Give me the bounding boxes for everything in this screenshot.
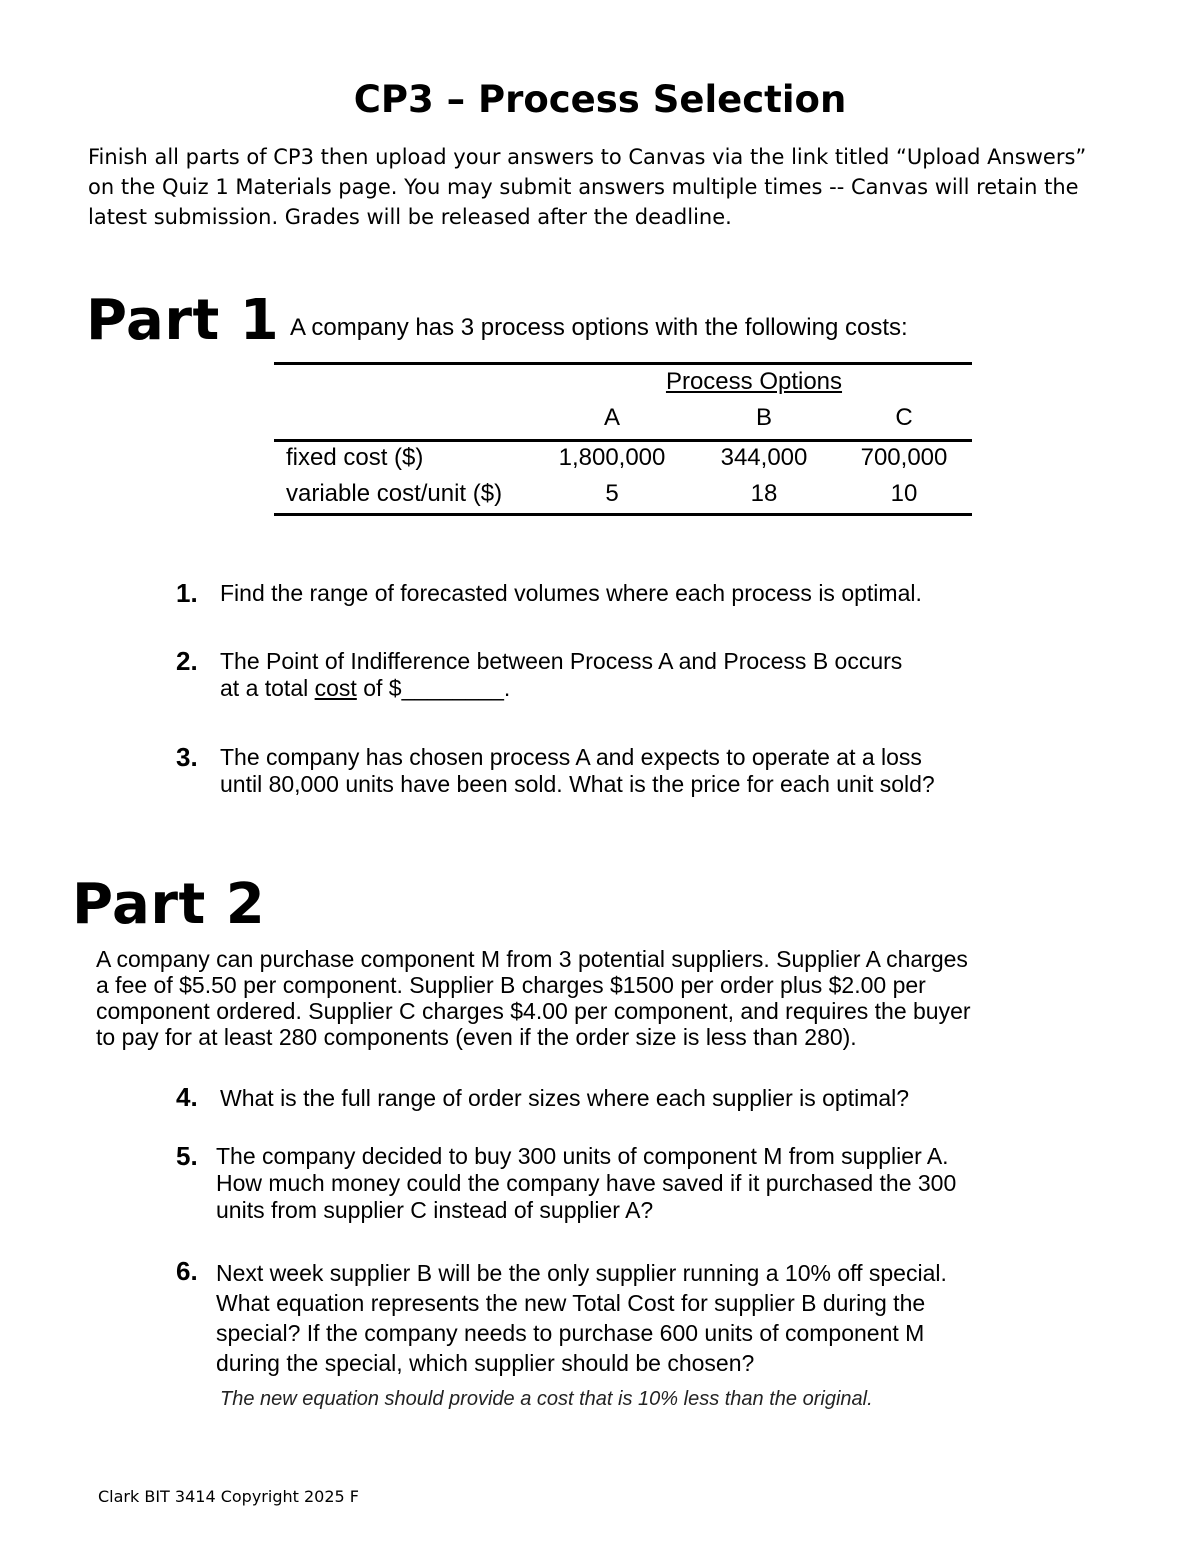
page-title: CP3 – Process Selection xyxy=(353,78,847,121)
question-number-2: 2. xyxy=(176,646,198,676)
instructions-paragraph: Finish all parts of CP3 then upload your answers to Canvas via the link titled “Upload Answers” on the Quiz 1 Materials page. You may submit answers multiple times -- Canvas will retain the latest submission. Grades will be released after the deadline. xyxy=(88,145,1087,229)
table-header-rule xyxy=(274,439,972,442)
variable-cost-a: 5 xyxy=(605,480,619,507)
fixed-cost-a: 1,800,000 xyxy=(558,444,666,471)
question-6-line: during the special, which supplier should be chosen? xyxy=(216,1350,755,1376)
question-5-text xyxy=(216,1143,956,1224)
column-header-c: C xyxy=(895,404,913,431)
question-6-hint: The new equation should provide a cost that is 10% less than the original. xyxy=(220,1388,873,1410)
part1-heading: Part 1 xyxy=(86,288,280,353)
part1-lead-text: A company has 3 process options with the following costs: xyxy=(290,314,908,341)
part2-lead-text xyxy=(96,946,1096,1050)
question-3-text xyxy=(220,744,935,798)
question-2-line1: The Point of Indifference between Process A and Process B occurs xyxy=(220,648,903,674)
question-2-line2 xyxy=(220,675,902,702)
fixed-cost-b: 344,000 xyxy=(720,444,808,471)
question-3-line1: The company has chosen process A and expects to operate at a loss xyxy=(220,744,922,770)
variable-cost-b: 18 xyxy=(750,480,778,507)
question-6-line: special? If the company needs to purchase 600 units of component M xyxy=(216,1320,925,1346)
question-6-line: Next week supplier B will be the only supplier running a 10% off special. xyxy=(216,1260,947,1286)
table-bottom-rule xyxy=(274,513,972,516)
question-5-line: The company decided to buy 300 units of component M from supplier A. xyxy=(216,1143,949,1169)
variable-cost-c: 10 xyxy=(890,480,918,507)
question-6-line: What equation represents the new Total Cost for supplier B during the xyxy=(216,1290,926,1316)
question-4-text: What is the full range of order sizes where each supplier is optimal? xyxy=(220,1085,910,1111)
part2-lead-line: A company can purchase component M from 3 potential suppliers. Supplier A charges xyxy=(96,946,968,972)
question-number-4: 4. xyxy=(176,1082,198,1112)
question-number-6: 6. xyxy=(176,1256,198,1286)
row-label-variable-cost: variable cost/unit ($) xyxy=(286,480,503,507)
question-6-text xyxy=(216,1258,947,1378)
question-number-1: 1. xyxy=(176,578,198,608)
part2-heading: Part 2 xyxy=(72,872,266,937)
fixed-cost-c: 700,000 xyxy=(860,444,948,471)
question-2-line2-pre: at a total xyxy=(220,675,315,701)
column-header-a: A xyxy=(603,404,620,431)
question-3-line2: until 80,000 units have been sold. What is the price for each unit sold? xyxy=(220,771,935,797)
part2-lead-line: a fee of $5.50 per component. Supplier B charges $1500 per order plus $2.00 per xyxy=(96,972,926,998)
page-footer: Clark BIT 3414 Copyright 2025 F xyxy=(98,1487,359,1506)
question-2-underlined-word: cost xyxy=(314,675,357,701)
table-group-header: Process Options xyxy=(665,368,843,395)
question-2-text xyxy=(220,648,902,702)
part2-lead-line: to pay for at least 280 components (even if the order size is less than 280). xyxy=(96,1024,857,1050)
table-top-rule xyxy=(274,362,972,365)
column-header-b: B xyxy=(755,404,772,431)
question-2-blank: of $________. xyxy=(356,675,511,701)
question-5-line: How much money could the company have saved if it purchased the 300 xyxy=(216,1170,957,1196)
question-number-5: 5. xyxy=(176,1141,198,1171)
row-label-fixed-cost: fixed cost ($) xyxy=(286,444,424,471)
question-1-text: Find the range of forecasted volumes where each process is optimal. xyxy=(220,580,922,606)
question-number-3: 3. xyxy=(176,742,198,772)
question-5-line: units from supplier C instead of supplier A? xyxy=(216,1197,654,1223)
part2-lead-line: component ordered. Supplier C charges $4.00 per component, and requires the buyer xyxy=(96,998,971,1024)
